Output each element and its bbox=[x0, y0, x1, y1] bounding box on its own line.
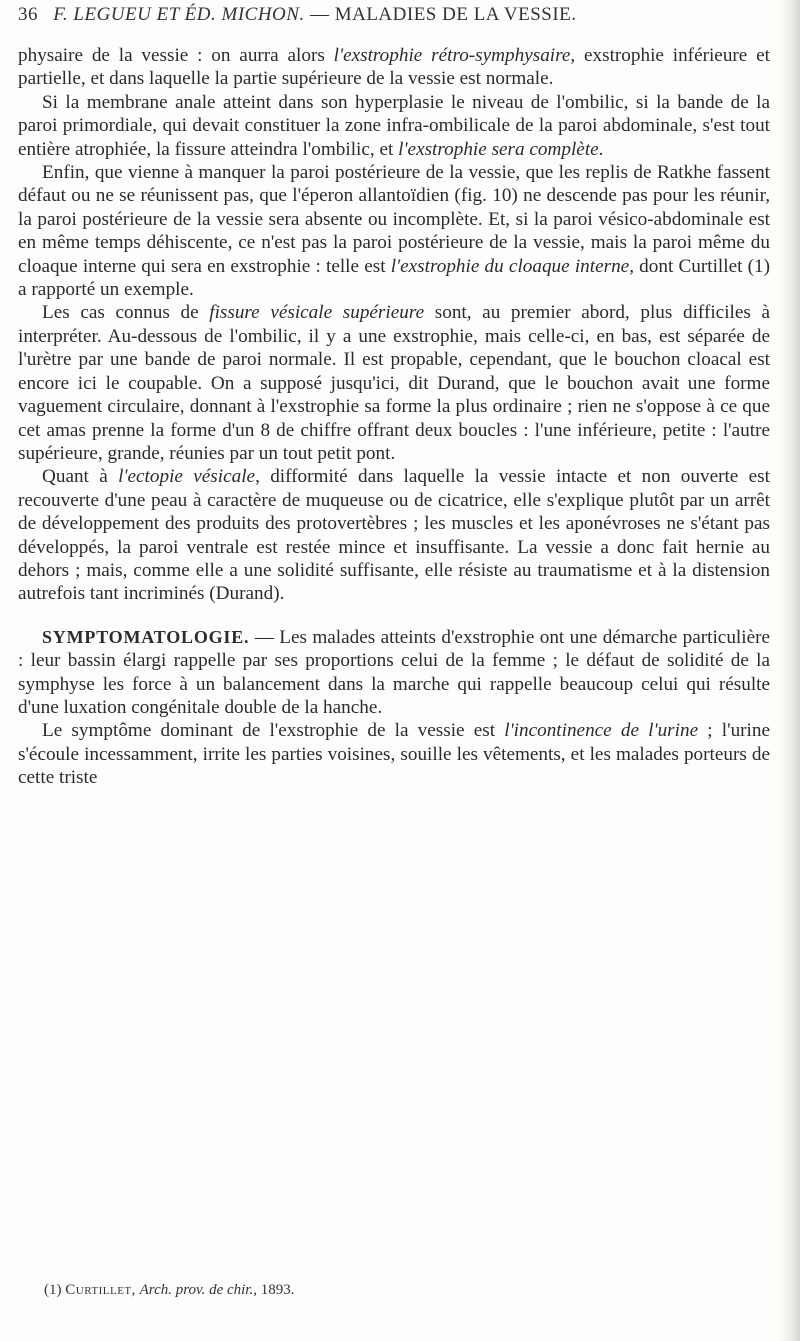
emphasized-term: l'ectopie vésicale bbox=[118, 466, 256, 488]
paragraph bbox=[18, 44, 770, 91]
emphasized-term: l'exstrophie sera complète bbox=[398, 138, 599, 160]
emphasized-term: l'exstrophie du cloaque interne bbox=[390, 255, 630, 277]
footnote bbox=[44, 1282, 744, 1299]
footnote-year: 1893. bbox=[260, 1282, 295, 1298]
text-run: Si la membrane anale atteint dans son hyperplasie le niveau de l'ombilic, si la bande de la paroi primordiale, qui devait constituer la zone infra-ombilicale de la paroi abdominale, s'est tout entière atrophiée, la fissure atteindra l'ombilic, et bbox=[18, 91, 770, 160]
page-binding-edge bbox=[778, 0, 800, 1341]
page-number: 36 bbox=[18, 4, 38, 25]
paragraph bbox=[18, 626, 770, 720]
header-separator: — bbox=[309, 4, 330, 25]
paragraph bbox=[18, 719, 770, 789]
emphasized-term: l'incontinence de l'urine bbox=[504, 720, 699, 742]
text-run: physaire de la vessie : on aurra alors bbox=[18, 45, 334, 66]
paragraph bbox=[18, 161, 770, 301]
text-run: , exstrophie inférieure et partielle, et dans laquelle la partie supérieure de la vessie est normale. bbox=[18, 45, 770, 90]
text-run: . bbox=[598, 138, 604, 160]
paragraph bbox=[18, 465, 770, 605]
text-run: Enfin, que vienne à manquer la paroi postérieure de la vessie, que les replis de Ratkhe fassent défaut ou ne se réunissent pas, que l'éperon allantoïdien (fig. 10) ne descende pas pour les réunir, la paroi postérieure de la vessie sera absente ou incomplète. Et, si la paroi vésico-abdominale est en même temps déhiscente, ce n'est pas la paroi postérieure de la vessie, mais la paroi même du cloaque interne qui sera en exstrophie : telle est bbox=[18, 162, 770, 277]
footnote-marker: (1) bbox=[44, 1282, 62, 1298]
running-header bbox=[18, 4, 758, 26]
emphasized-term: l'exstrophie rétro-symphysaire bbox=[333, 45, 571, 66]
footnote-author: Curtillet, bbox=[65, 1282, 136, 1298]
text-run: , difformité dans laquelle la vessie intacte et non ouverte est recouverte d'une peau à caractère de muqueuse ou de cicatrice, elle s'explique plutôt par un arrêt de développement des produits des protovertèbres ; les muscles et les aponévroses ne s'étant pas développés, la paroi ventrale est restée mince et insuffisante. La vessie a donc fait hernie au dehors ; mais, comme elle a une solidité suffisante, elle résiste au traumatisme et à la distension autrefois tant incriminés (Durand). bbox=[18, 466, 770, 605]
emphasized-term: fissure vésicale supérieure bbox=[209, 302, 425, 324]
section-heading: SYMPTOMATOLOGIE. bbox=[42, 626, 250, 647]
text-run: Quant à bbox=[42, 466, 119, 488]
text-run: Le symptôme dominant de l'exstrophie de la vessie est bbox=[42, 720, 505, 742]
running-title: F. LEGUEU ET ÉD. MICHON. bbox=[53, 4, 305, 25]
text-run: — Les malades atteints d'exstrophie ont une démarche particulière : leur bassin élargi rappelle par ses proportions celui de la femme ; le défaut de solidité de la symphyse les force à un balancement dans la marche qui rappelle beaucoup celui qui résulte d'une luxation congénitale double de la hanche. bbox=[18, 626, 770, 718]
paragraph bbox=[18, 301, 770, 465]
chapter-title: MALADIES DE LA VESSIE. bbox=[334, 4, 577, 25]
text-run: Les cas connus de bbox=[42, 302, 210, 324]
text-run: , dont Curtillet (1) a rapporté un exemple. bbox=[18, 255, 770, 301]
body-text bbox=[18, 44, 770, 790]
text-run: ; l'urine s'écoule incessamment, irrite les parties voisines, souille les vêtements, et les malades porteurs de cette triste bbox=[18, 720, 770, 789]
paragraph bbox=[18, 91, 770, 161]
text-run: sont, au premier abord, plus difficiles à interpréter. Au-dessous de l'ombilic, il y a une exstrophie, mais celle-ci, en bas, est séparée de l'urètre par une bande de paroi normale. Il est propable, cependant, que le bouchon cloacal est encore ici le coupable. On a supposé jusqu'ici, dit Durand, que le bouchon avait une forme vaguement circulaire, donnant à l'exstrophie sa forme la plus ordinaire ; rien ne s'oppose à ce que cet amas prenne la forme d'un 8 de chiffre offrant deux boucles : l'une inférieure, petite : l'autre supérieure, grande, réunies par un tout petit pont. bbox=[18, 302, 770, 464]
footnote-source: Arch. prov. de chir., bbox=[139, 1282, 257, 1298]
